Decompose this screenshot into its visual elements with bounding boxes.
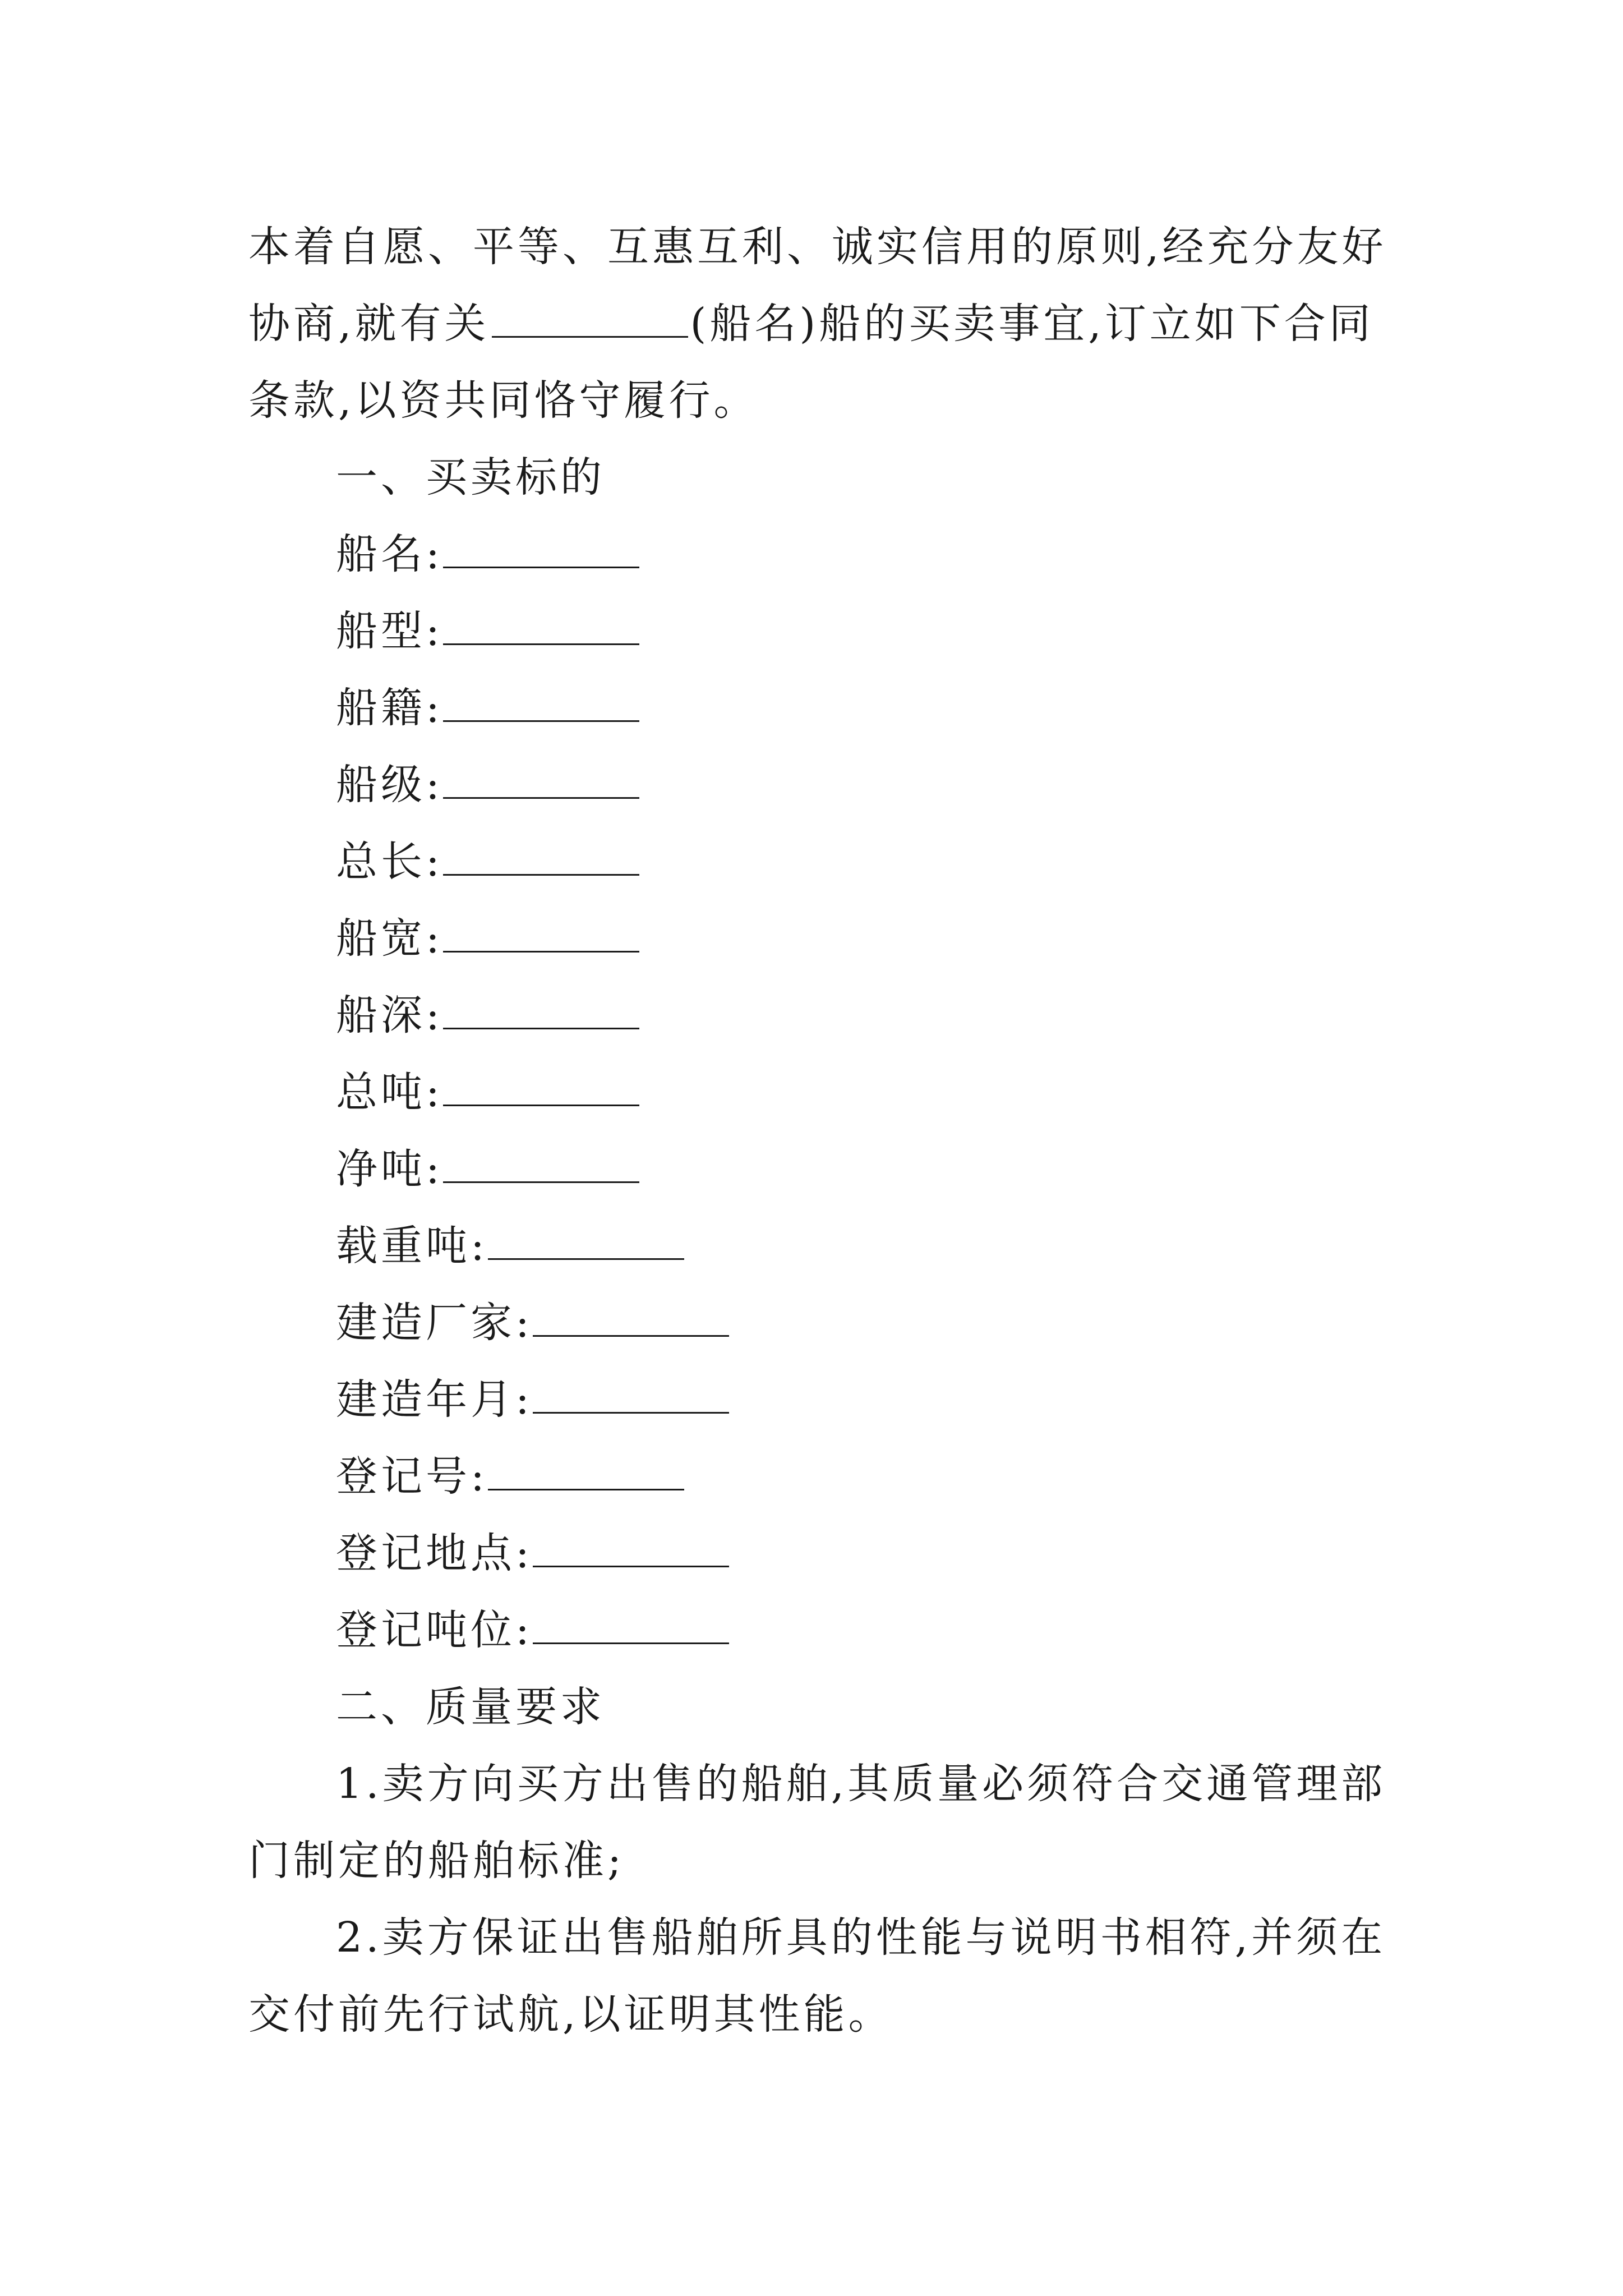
field-deadweight-tonnage: 载重吨: xyxy=(248,1208,1387,1285)
field-ship-registry: 船籍: xyxy=(248,670,1387,747)
quality-item-1-line-2: 门制定的船舶标准; xyxy=(248,1837,625,1885)
field-registration-number: 登记号: xyxy=(248,1438,1387,1515)
field-builder: 建造厂家: xyxy=(248,1285,1387,1361)
field-ship-beam-blank[interactable] xyxy=(443,918,639,953)
field-deadweight-tonnage-blank[interactable] xyxy=(488,1226,684,1260)
field-registration-number-blank[interactable] xyxy=(488,1456,684,1490)
field-ship-depth: 船深: xyxy=(248,977,1387,1054)
field-registration-place: 登记地点: xyxy=(248,1515,1387,1592)
intro-line-1: 本着自愿、平等、互惠互利、诚实信用的原则,经充分友好 xyxy=(248,223,1387,271)
field-net-tonnage: 净吨: xyxy=(248,1131,1387,1208)
contract-body xyxy=(248,209,1387,2053)
field-gross-tonnage-blank[interactable] xyxy=(443,1072,639,1106)
field-ship-type-blank[interactable] xyxy=(443,611,639,645)
field-ship-class-blank[interactable] xyxy=(443,765,639,799)
field-registered-tonnage: 登记吨位: xyxy=(248,1592,1387,1669)
section-2-heading: 二、质量要求 xyxy=(336,1683,605,1731)
field-registered-tonnage-blank[interactable] xyxy=(533,1610,729,1644)
field-gross-tonnage: 总吨: xyxy=(248,1054,1387,1131)
quality-item-2-line-1: 2.卖方保证出售船舶所具的性能与说明书相符,并须在 xyxy=(336,1913,1386,1962)
field-build-date-blank[interactable] xyxy=(533,1379,729,1414)
field-ship-beam: 船宽: xyxy=(248,900,1387,977)
field-overall-length-blank[interactable] xyxy=(443,841,639,876)
field-registration-place-blank[interactable] xyxy=(533,1533,729,1567)
section-1-heading: 一、买卖标的 xyxy=(336,453,605,501)
quality-item-1-line-1: 1.卖方向买方出售的船舶,其质量必须符合交通管理部 xyxy=(336,1760,1386,1808)
field-ship-name-blank[interactable] xyxy=(443,534,639,568)
field-net-tonnage-blank[interactable] xyxy=(443,1149,639,1183)
field-ship-registry-blank[interactable] xyxy=(443,688,639,722)
field-build-date: 建造年月: xyxy=(248,1361,1387,1438)
intro-line-2: 协商,就有关 (船名)船的买卖事宜,订立如下合同 xyxy=(248,300,1374,348)
intro-line-3: 条款,以资共同恪守履行。 xyxy=(248,376,759,425)
ship-name-blank[interactable] xyxy=(492,303,688,338)
quality-item-2-line-2: 交付前先行试航,以证明其性能。 xyxy=(248,1990,893,2039)
field-ship-type: 船型: xyxy=(248,593,1387,670)
field-overall-length: 总长: xyxy=(248,823,1387,900)
field-builder-blank[interactable] xyxy=(533,1303,729,1337)
field-ship-class: 船级: xyxy=(248,747,1387,823)
field-ship-depth-blank[interactable] xyxy=(443,995,639,1029)
field-ship-name: 船名: xyxy=(248,516,1387,593)
